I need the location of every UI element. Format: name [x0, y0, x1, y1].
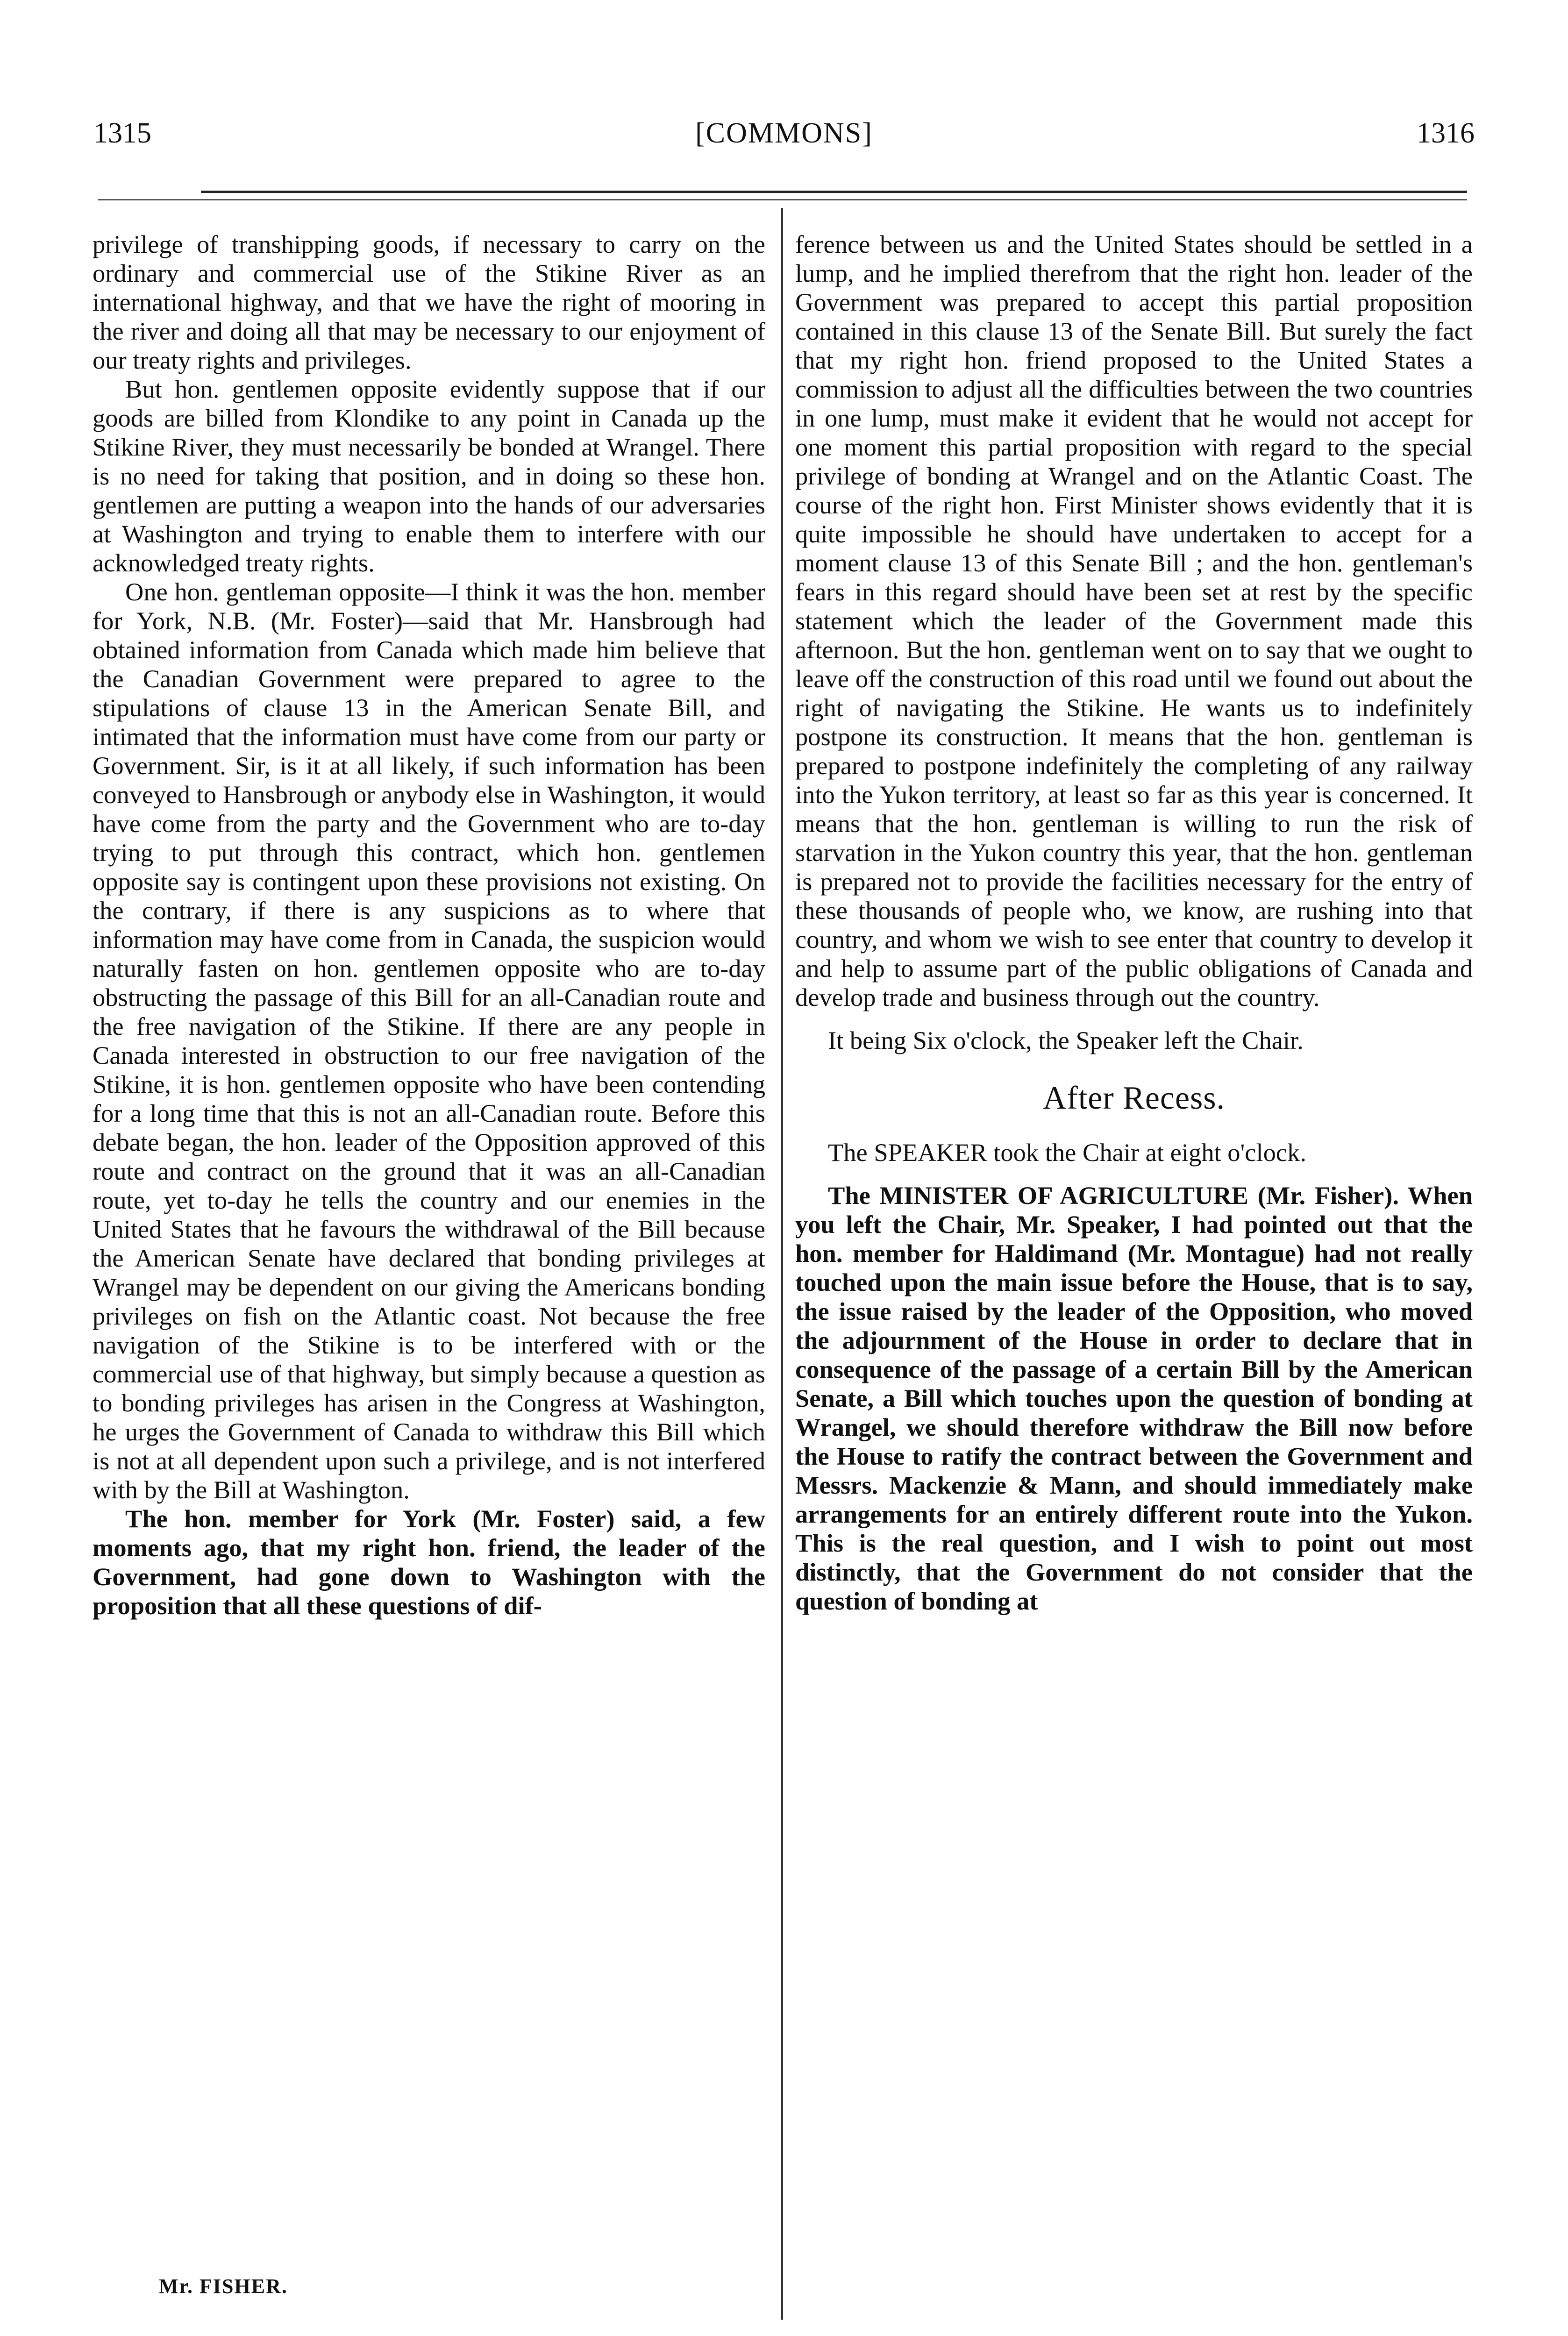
left-paragraph-2: But hon. gentlemen opposite evidently suppose that if our goods are billed from Klondike to any point in Canada up the Stikine River, they must necessarily be bonded at Wrangel. There is no need for taking that position, and in doing so these hon. gentlemen are putting a weapon into the hands of our adversaries at Washington and trying to enable them to interfere with our acknowledged treaty rights. [93, 375, 765, 577]
column-divider [781, 208, 783, 2320]
left-paragraph-4: The hon. member for York (Mr. Foster) said, a few moments ago, that my right hon. friend, the leader of the Government, had gone down to Washington with the proposition that all these questions of dif- [93, 1504, 765, 1620]
right-paragraph-1: ference between us and the United States should be settled in a lump, and he implied therefrom that the right hon. leader of the Government was prepared to accept this partial proposition contained in this clause 13 of the Senate Bill. But surely the fact that my right hon. friend proposed to the United States a commission to adjust all the difficulties between the two countries in one lump, must make it evident that he would not accept for one moment this partial proposition with regard to the special privilege of bonding at Wrangel and on the Atlantic Coast. The course of the right hon. First Minister shows evidently that it is quite impossible he should have undertaken to accept for a moment clause 13 of this Senate Bill ; and the hon. gentleman's fears in this regard should have been set at rest by the specific statement which the leader of the Government made this afternoon. But the hon. gentleman went on to say that we ought to leave off the construction of this road until we found out about the right of navigating the Stikine. He wants us to indefinitely postpone its construction. It means that the hon. gentleman is prepared to postpone indefinitely the completing of any railway into the Yukon territory, at least so far as this year is concerned. It means that the hon. gentleman is willing to run the risk of starvation in the Yukon country this year, that the hon. gentleman is prepared not to provide the facilities necessary for the entry of these thousands of people who, we know, are rushing into that country, and whom we wish to see enter that country to develop it and help to assume part of the public obligations of Canada and develop trade and business through out the country. [795, 230, 1473, 1011]
left-page-number: 1315 [93, 117, 151, 149]
minister-speech: The MINISTER OF AGRICULTURE (Mr. Fisher). When you left the Chair, Mr. Speaker, I had pointed out that the hon. member for Haldimand (Mr. Montague) had not really touched upon the main issue before the House, that is to say, the issue raised by the leader of the Opposition, who moved the adjournment of the House in order to declare that in consequence of the passage of a certain Bill by the American Senate, a Bill which touches upon the question of bonding at Wrangel, we should therefore withdraw the Bill now before the House to ratify the contract between the Government and Messrs. Mackenzie & Mann, and should immediately make arrangements for an entirely different route into the Yukon. This is the real question, and I wish to point out most distinctly, that the Government do not consider that the question of bonding at [795, 1181, 1473, 1615]
left-paragraph-1: privilege of transhipping goods, if necessary to carry on the ordinary and commercial use of the Stikine River as an international highway, and that we have the right of mooring in the river and doing all that may be necessary to our enjoyment of our treaty rights and privileges. [93, 230, 765, 374]
recess-notice: It being Six o'clock, the Speaker left the Chair. [828, 1026, 1304, 1054]
page-header [93, 112, 1475, 154]
right-column [795, 230, 1473, 1616]
speaker-notice: The SPEAKER took the Chair at eight o'clock. [828, 1138, 1306, 1167]
speaker-footer-tag: Mr. FISHER. [159, 2275, 288, 2298]
paragraph-gap [795, 1012, 1473, 1026]
left-column [93, 230, 765, 1620]
left-paragraph-3: One hon. gentleman opposite—I think it was the hon. member for York, N.B. (Mr. Foster)—said that Mr. Hansbrough had obtained information from Canada which made him believe that the Canadian Government were prepared to agree to the stipulations of clause 13 in the American Senate Bill, and intimated that the information must have come from our party or Government. Sir, is it at all likely, if such information has been conveyed to Hansbrough or anybody else in Washington, it would have come from the party and the Government who are to-day trying to put through this contract, which hon. gentlemen opposite say is contingent upon these provisions not existing. On the contrary, if there is any suspicions as to where that information may have come from in Canada, the suspicion would naturally fasten on hon. gentlemen opposite who are to-day obstructing the passage of this Bill for an all-Canadian route and the free navigation of the Stikine. If there are any people in Canada interested in obstruction to our free navigation of the Stikine, it is hon. gentlemen opposite who have been contending for a long time that this is not an all-Canadian route. Before this debate began, the hon. leader of the Opposition approved of this route and contract on the ground that it was an all-Canadian route, yet to-day he tells the country and our enemies in the United States that he favours the withdrawal of the Bill because the American Senate have declared that bonding privileges at Wrangel may be dependent on our giving the Americans bonding privileges on fish on the Atlantic coast. Not because the free navigation of the Stikine is to be interfered with or the commercial use of that highway, but simply because a question as to bonding privileges has arisen in the Congress at Washington, he urges the Government of Canada to withdraw this Bill which is not at all dependent upon such a privilege, and is not interfered with by the Bill at Washington. [93, 577, 765, 1504]
section-heading: After Recess. [1042, 1080, 1226, 1116]
header-rule-thin [98, 199, 1467, 200]
running-title: [COMMONS] [695, 117, 873, 149]
paragraph-gap-2 [795, 1167, 1473, 1181]
header-rule [201, 191, 1467, 193]
right-page-number: 1316 [1417, 117, 1475, 149]
